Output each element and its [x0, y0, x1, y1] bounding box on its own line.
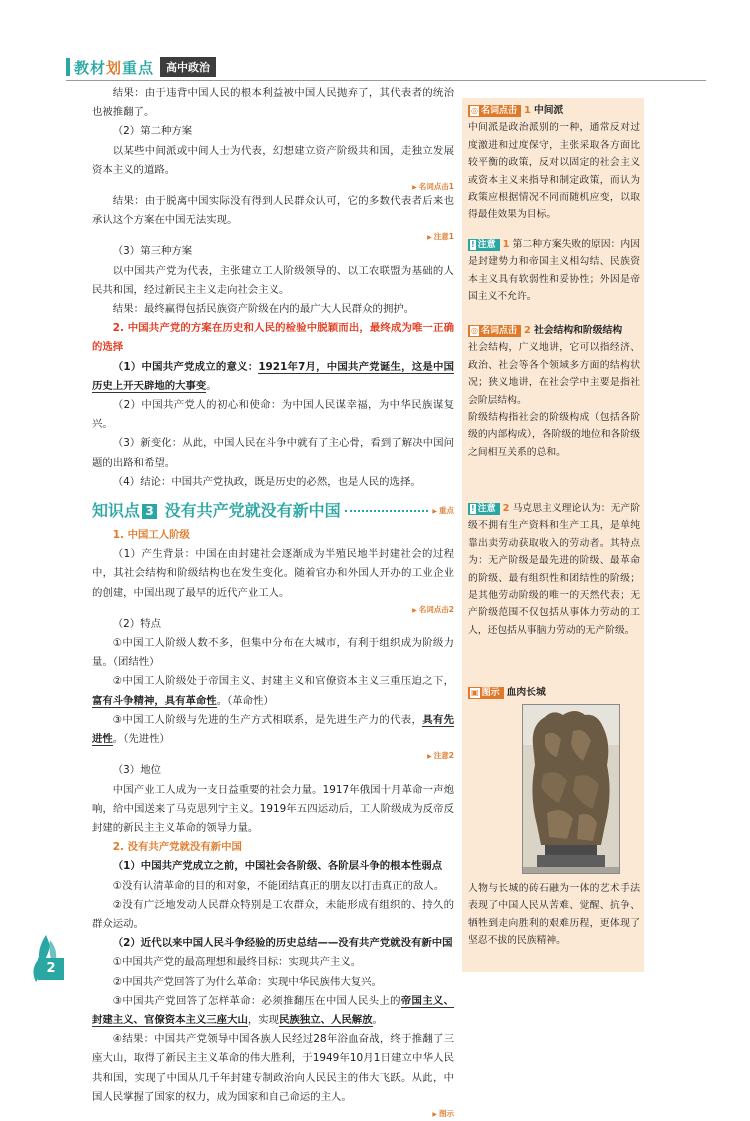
- paragraph: ①中国工人阶级人数不多，但集中分布在大城市，有利于组织成为阶级力量。（团结性）: [92, 637, 454, 669]
- paragraph: ①没有认清革命的目的和对象，不能团结真正的朋友以打击真正的敌人。: [112, 879, 445, 892]
- paragraph: （2）近代以来中国人民斗争经验的历史总结——没有共产党就没有新中国: [112, 937, 453, 950]
- sculpture-photo: [522, 704, 620, 874]
- paragraph: ②中国工人阶级处于帝国主义、封建主义和官僚资本主义三重压迫之下，富有斗争精神，具有革命性。（革命性）: [92, 675, 454, 707]
- margin-tag[interactable]: ▶ 重点: [432, 505, 454, 518]
- paragraph: （2）特点: [112, 617, 161, 630]
- header-accent-bar: [66, 58, 70, 76]
- page-number: 2: [38, 958, 64, 980]
- sidebar-note-term-2: ◎ 名词点击 2 社会结构和阶级结构 社会结构，广义地讲，它可以指经济、政治、社会等各个领域多方面的结构状况；狭义地讲，在社会学中主要是指社会阶层结构。 阶级结构指社会的阶级构成（包括各阶级的内部构成），各阶级的地位和各阶级之间相互关系的总和。: [468, 325, 640, 458]
- paragraph: ②中国共产党回答了为什么革命：实现中华民族伟大复兴。: [112, 975, 382, 988]
- section-heading: 2. 没有共产党就没有新中国: [112, 841, 242, 854]
- note-label: ! 注意: [468, 503, 500, 515]
- note-label: ! 注意: [468, 239, 500, 251]
- paragraph: （3）新变化：从此，中国人民在斗争中就有了主心骨，看到了解决中国问题的出路和希望。: [92, 437, 454, 469]
- section-heading: 1. 中国工人阶级: [112, 529, 190, 542]
- header-divider: [66, 80, 706, 81]
- paragraph: （2）中国共产党人的初心和使命：为中国人民谋幸福，为中华民族谋复兴。: [92, 399, 454, 431]
- sidebar-note-attention-1: ! 注意 1 第二种方案失败的原因：内因是封建势力和帝国主义相勾结、民族资本主义具有软弱性和妥协性；外因是帝国主义不允许。: [468, 239, 640, 303]
- paragraph: （3）第三种方案: [112, 245, 193, 258]
- header-brand: 教材划重点: [74, 58, 155, 77]
- paragraph: （4）结论：中国共产党执政，既是历史的必然，也是人民的选择。: [112, 475, 421, 488]
- sidebar-figure-caption: 人物与长城的砖石融为一体的艺术手法表现了中国人民从苦难、觉醒、抗争、牺牲到走向胜利的艰难历程，更体现了坚忍不拔的民族精神。: [468, 883, 640, 947]
- note-label: ▣ 图示: [468, 687, 504, 699]
- header-subject: 高中政治: [160, 57, 216, 77]
- paragraph: （1）中国共产党成立之前，中国社会各阶级、各阶层斗争的根本性弱点: [112, 860, 443, 873]
- sculpture-illustration: [523, 705, 619, 873]
- note-label: ◎ 名词点击: [468, 105, 521, 117]
- paragraph: （3）地位: [112, 764, 161, 777]
- magnifier-icon: ◎: [471, 106, 478, 115]
- paragraph: 结果：最终赢得包括民族资产阶级在内的最广大人民群众的拥护。: [112, 303, 415, 316]
- note-label: ◎ 名词点击: [468, 325, 521, 337]
- paragraph: ②没有广泛地发动人民群众特别是工农群众，未能形成有组织的、持久的群众运动。: [92, 898, 454, 930]
- margin-tag[interactable]: ▶ 名词点击2: [412, 604, 454, 617]
- sidebar-figure-title: ▣ 图示 血肉长城: [468, 684, 640, 701]
- margin-tag[interactable]: ▶ 注意1: [427, 231, 454, 244]
- knowledge-point-number: 3: [142, 504, 157, 519]
- page-header: [66, 56, 216, 78]
- paragraph: （2）第二种方案: [112, 125, 193, 138]
- sidebar-note-attention-2: ! 注意 2 马克思主义理论认为：无产阶级不拥有生产资料和生产工具，是单纯靠出卖劳动获取收入的劳动者。其特点为：无产阶级是最先进的阶级、最革命的阶级、最有组织性和团结性的阶级；是其他劳动阶级的唯一的天然代表；无产阶级范围不仅包括从事体力劳动的工人，还包括从事脑力劳动的无产阶级。: [468, 503, 640, 636]
- main-column: [92, 84, 454, 1119]
- knowledge-point-heading: 知识点 3 没有共产党就没有新中国 ▶ 重点: [92, 498, 454, 524]
- exclamation-icon: !: [471, 504, 475, 513]
- paragraph: ④结果：中国共产党领导中国各族人民经过28年浴血奋战，终于推翻了三座大山，取得了新民主主义革命的伟大胜利，于1949年10月1日建立中华人民共和国，实现了中国从几千年封建专制政治向人民民主的伟大飞跃。从此，中国人民掌握了国家的权力，成为国家和自己命运的主人。: [92, 1033, 454, 1103]
- dotted-rule: [345, 510, 429, 512]
- margin-tag[interactable]: ▶ 名词点击1: [412, 181, 454, 194]
- paragraph: 以某些中间派或中间人士为代表，幻想建立资产阶级共和国，走独立发展资本主义的道路。: [92, 144, 454, 176]
- paragraph: ③中国工人阶级与先进的生产方式相联系，是先进生产力的代表，具有先进性。（先进性）: [92, 713, 455, 746]
- paragraph: 结果：由于脱离中国实际没有得到人民群众认可，它的多数代表者后来也承认这个方案在中国无法实现。: [92, 195, 454, 227]
- picture-icon: ▣: [471, 688, 479, 697]
- paragraph: 以中国共产党为代表，主张建立工人阶级领导的、以工农联盟为基础的人民共和国，经过新民主主义走向社会主义。: [92, 264, 454, 296]
- paragraph: （1）产生背景：中国在由封建社会逐渐成为半殖民地半封建社会的过程中，其社会结构和阶级结构也在发生变化。随着官办和外国人开办的工业企业的创建，中国出现了最早的近代产业工人。: [92, 548, 454, 599]
- paragraph: ③中国共产党回答了怎样革命：必须推翻压在中国人民头上的帝国主义、封建主义、官僚资本主义三座大山，实现民族独立、人民解放。: [92, 994, 455, 1026]
- subheading: 2. 中国共产党的方案在历史和人民的检验中脱颖而出，最终成为唯一正确的选择: [92, 322, 454, 354]
- margin-tag[interactable]: ▶ 图示: [432, 1108, 454, 1121]
- paragraph: 结果：由于违背中国人民的根本利益被中国人民抛弃了，其代表者的统治也被推翻了。: [92, 87, 454, 119]
- paragraph: （1）中国共产党成立的意义：1921年7月，中国共产党诞生，这是中国历史上开天辟地的大事变。: [92, 360, 454, 392]
- paragraph: ①中国共产党的最高理想和最终目标：实现共产主义。: [112, 956, 362, 969]
- magnifier-icon: ◎: [471, 326, 478, 335]
- sidebar-note-term-1: ◎ 名词点击 1 中间派 中间派是政治派别的一种，通常反对过度激进和过度保守，主张采取各方面比较平衡的政策，反对以固定的社会主义或资本主义来指导和制定政策，而认为政策应根据情况不同而随机应变，以取得最佳效果为目标。: [468, 105, 640, 221]
- paragraph: 中国产业工人成为一支日益重要的社会力量。1917年俄国十月革命一声炮响，给中国送来了马克思列宁主义。1919年五四运动后，工人阶级成为反帝反封建的新民主主义革命的领导力量。: [92, 783, 454, 834]
- exclamation-icon: !: [471, 240, 475, 249]
- margin-tag[interactable]: ▶ 注意2: [427, 750, 454, 763]
